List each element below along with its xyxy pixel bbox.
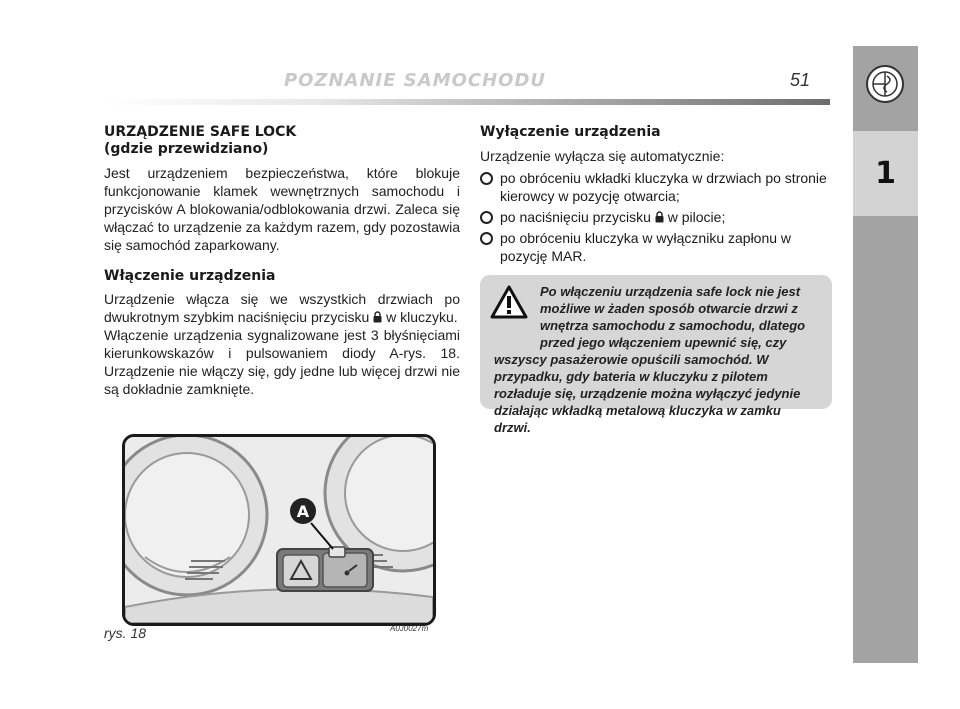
warning-text: Po włączeniu urządzenia safe lock nie jest możliwe w żaden sposób otwarcie drzwi z wnętrza samochodu z samochodu, dlatego przed jego włączeniem upewnić się, czy wszyscy pasażerowie opuścili samochód. W przypadku, gdy bateria w kluczyku z pilotem rozładuje się, urządzenie można wyłączyć jedynie działając wkładką metalową kluczyka w zamku drzwi.: [494, 284, 806, 435]
chapter-number: 1: [853, 131, 918, 216]
enable-text-part3: Włączenie urządzenia sygnalizowane jest 3 błyśnięciami kierunkowskazów i pulsowaniem diody A-rys. 18. Urządzenie nie włączy się, gdy jedne lub więcej drzwi nie są dokładnie zamknięte.: [104, 327, 460, 397]
section-title-line1: URZĄDZENIE SAFE LOCK: [104, 124, 297, 140]
sidebar-logo-box: [853, 46, 918, 124]
air-vent-left-icon: [125, 437, 267, 595]
sidebar-lower: [853, 223, 918, 663]
header-rule: [100, 99, 830, 105]
lock-icon: [655, 211, 664, 223]
header-title: POZNANIE SAMOCHODU: [283, 70, 547, 91]
callout-a-marker: [290, 498, 316, 524]
disable-intro: Urządzenie wyłącza się automatycznie:: [480, 148, 725, 164]
bullet-circle-icon: [480, 211, 493, 224]
chapter-sidebar: [853, 46, 918, 663]
disable-list: [480, 169, 832, 265]
figure-caption: rys. 18: [104, 625, 147, 641]
list-item: [480, 169, 832, 205]
warning-icon-spacer: [494, 283, 540, 335]
list-item-suffix: w pilocie;: [667, 209, 726, 225]
figure-18: [122, 434, 436, 626]
left-column: [104, 124, 460, 398]
list-item: [480, 208, 832, 226]
list-item-text: po naciśnięciu przycisku: [500, 209, 651, 225]
warning-text-block: [494, 283, 820, 436]
section-title: [104, 124, 460, 158]
callout-label: A: [296, 502, 310, 521]
warning-box: [480, 275, 832, 435]
list-item-text: po obróceniu kluczyka w wyłączniku zapłonu w pozycję MAR.: [500, 230, 792, 264]
list-item-text: po obróceniu wkładki kluczyka w drzwiach po stronie kierowcy w pozycję otwarcia;: [500, 170, 827, 204]
list-item: [480, 229, 832, 265]
enable-heading: Włączenie urządzenia: [104, 268, 276, 284]
bullet-circle-icon: [480, 172, 493, 185]
bullet-circle-icon: [480, 232, 493, 245]
disable-heading: Wyłączenie urządzenia: [480, 124, 661, 140]
enable-paragraph: [104, 290, 460, 398]
section-title-line2: (gdzie przewidziano): [104, 141, 269, 157]
lock-icon: [373, 311, 382, 323]
switch-panel: [277, 547, 373, 591]
enable-text-part1: Urządzenie włącza się we wszystkich drzwiach po dwukrotnym szybkim naciśnięciu przycisku: [104, 291, 460, 325]
page-number: 51: [790, 70, 811, 90]
intro-paragraph: Jest urządzeniem bezpieczeństwa, które blokuje funkcjonowanie klamek wewnętrznych samochodu i przycisków A blokowania/odblokowania drzwi. Zaleca się włączać to urządzenie za każdym razem, gdy pozostawia się samochód zaparkowany.: [104, 165, 460, 253]
figure-code: A0J0027m: [390, 624, 429, 633]
enable-text-part2: w kluczyku.: [386, 309, 458, 325]
alfa-romeo-logo-icon: [865, 64, 905, 104]
dashboard-illustration: [125, 437, 433, 623]
right-column: [480, 124, 832, 268]
